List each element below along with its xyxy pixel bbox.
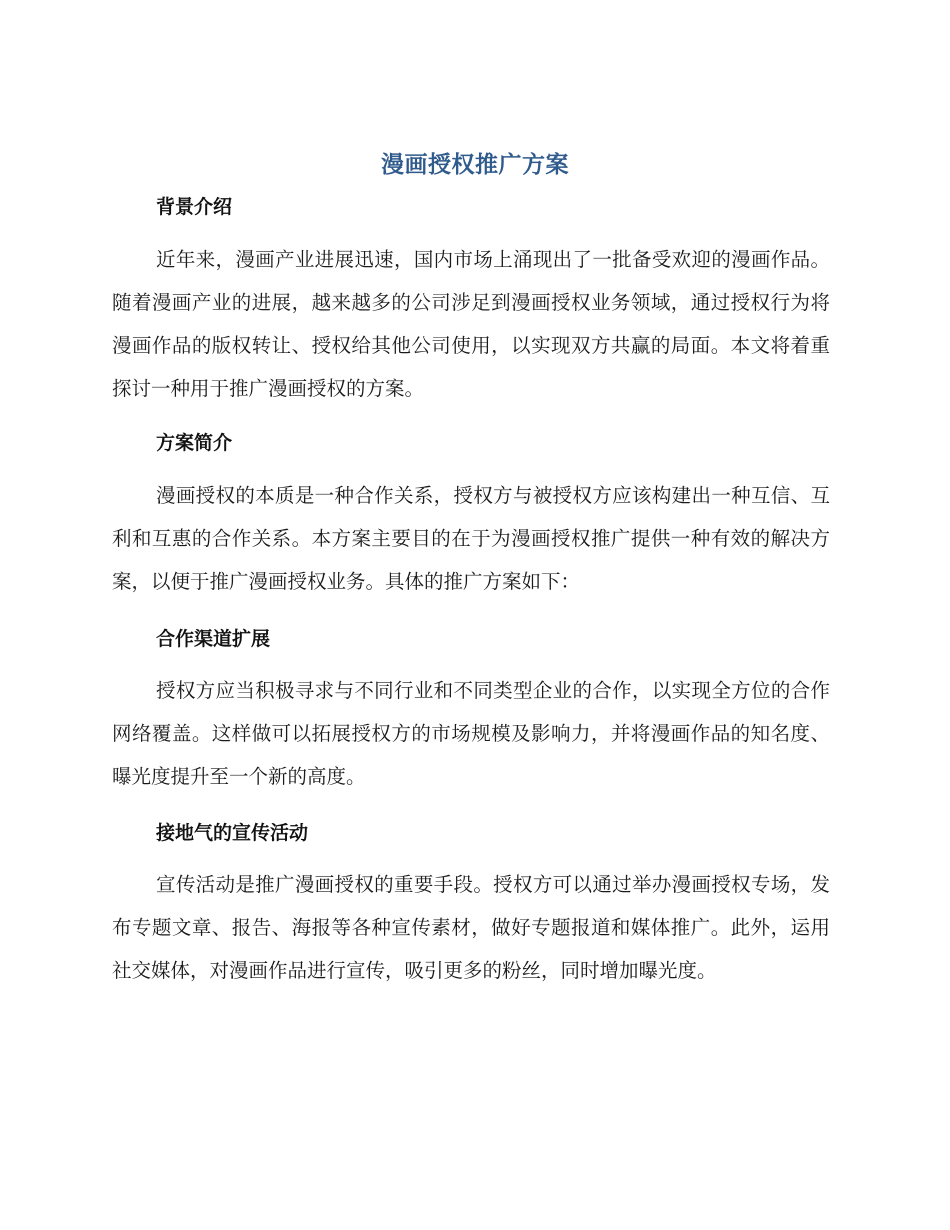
section-paragraph-plan-overview: 漫画授权的本质是一种合作关系，授权方与被授权方应该构建出一种互信、互利和互惠的合作关系。本方案主要目的在于为漫画授权推广提供一种有效的解决方案，以便于推广漫画授权业务。具体的推广方案如下：: [112, 484, 830, 593]
section-heading-promotion-activities: 接地气的宣传活动: [156, 822, 309, 844]
section-heading-plan-overview: 方案简介: [156, 432, 233, 454]
section-heading-background: 背景介绍: [156, 196, 233, 218]
section-paragraph-channel-expansion: 授权方应当积极寻求与不同行业和不同类型企业的合作，以实现全方位的合作网络覆盖。这样做可以拓展授权方的市场规模及影响力，并将漫画作品的知名度、曝光度提升至一个新的高度。: [112, 679, 830, 788]
section-paragraph-promotion-activities: 宣传活动是推广漫画授权的重要手段。授权方可以通过举办漫画授权专场，发布专题文章、报告、海报等各种宣传素材，做好专题报道和媒体推广。此外，运用社交媒体，对漫画作品进行宣传，吸引更多的粉丝，同时增加曝光度。: [112, 873, 830, 982]
section-heading-channel-expansion: 合作渠道扩展: [156, 628, 271, 650]
document-title: 漫画授权推广方案: [381, 152, 569, 178]
section-paragraph-background: 近年来，漫画产业进展迅速，国内市场上涌现出了一批备受欢迎的漫画作品。随着漫画产业的进展，越来越多的公司涉足到漫画授权业务领域，通过授权行为将漫画作品的版权转让、授权给其他公司使用，以实现双方共赢的局面。本文将着重探讨一种用于推广漫画授权的方案。: [112, 248, 830, 400]
